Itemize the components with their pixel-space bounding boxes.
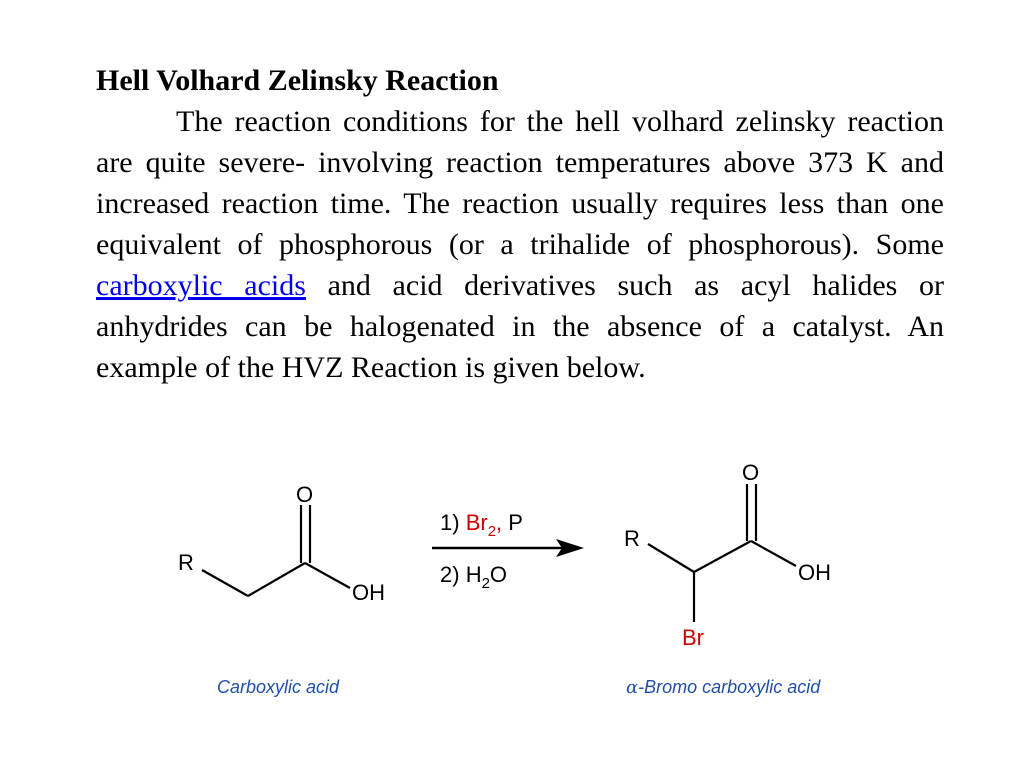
paragraph <box>96 101 944 388</box>
product-bond-ch-c <box>694 541 751 572</box>
paragraph-text-before-link: The reaction conditions for the hell volhard zelinsky reaction are quite severe- involving reaction temperatures above 373 K and increased reaction time. The reaction usually requires less than one equivalent of phosphorous (or a trihalide of phosphorous). Some <box>96 105 944 261</box>
step2-hydrogen: H <box>465 562 482 587</box>
document-body <box>96 60 944 388</box>
product-oh-label: OH <box>798 560 831 585</box>
reactant-caption: Carboxylic acid <box>217 677 340 697</box>
reactant-bond-ch2-c <box>248 563 305 596</box>
product-bond-r-ch <box>648 544 694 572</box>
step2-oxygen: O <box>489 562 508 587</box>
step1-separator: , <box>496 510 503 535</box>
step1-bromine-subscript: 2 <box>487 523 497 540</box>
reactant-r-label: R <box>178 550 194 575</box>
hvz-reaction-scheme <box>0 440 1024 760</box>
paragraph-text-after-link: and acid derivatives such as acyl halides or anhydrides can be halogenated in the absence of a catalyst. An example of the HVZ Reaction is given below. <box>96 269 945 384</box>
page-title: Hell Volhard Zelinsky Reaction <box>96 64 499 97</box>
condition-step-1 <box>440 510 523 540</box>
product-caption-alpha: α <box>626 677 639 698</box>
reactant-bond-r-ch2 <box>202 570 248 596</box>
step2-subscript: 2 <box>481 575 490 592</box>
step1-phosphorus: P <box>508 510 523 535</box>
product-br-label: Br <box>682 625 704 650</box>
reactant-structure <box>202 505 350 596</box>
reactant-oh-label: OH <box>352 580 385 605</box>
product-caption-text: -Bromo carboxylic acid <box>638 677 821 697</box>
carboxylic-acids-link[interactable]: carboxylic acids <box>96 269 306 302</box>
reaction-arrow <box>432 539 584 557</box>
step1-bromine: Br <box>465 510 488 535</box>
product-caption <box>626 677 821 698</box>
product-structure <box>648 484 796 622</box>
product-r-label: R <box>624 526 640 551</box>
reactant-o-label: O <box>296 482 314 507</box>
product-o-label: O <box>742 460 760 485</box>
step1-number: 1) <box>440 510 460 535</box>
product-bond-c-oh <box>751 541 796 566</box>
condition-step-2 <box>440 562 507 592</box>
step2-number: 2) <box>440 562 460 587</box>
reactant-bond-c-oh <box>305 563 350 588</box>
